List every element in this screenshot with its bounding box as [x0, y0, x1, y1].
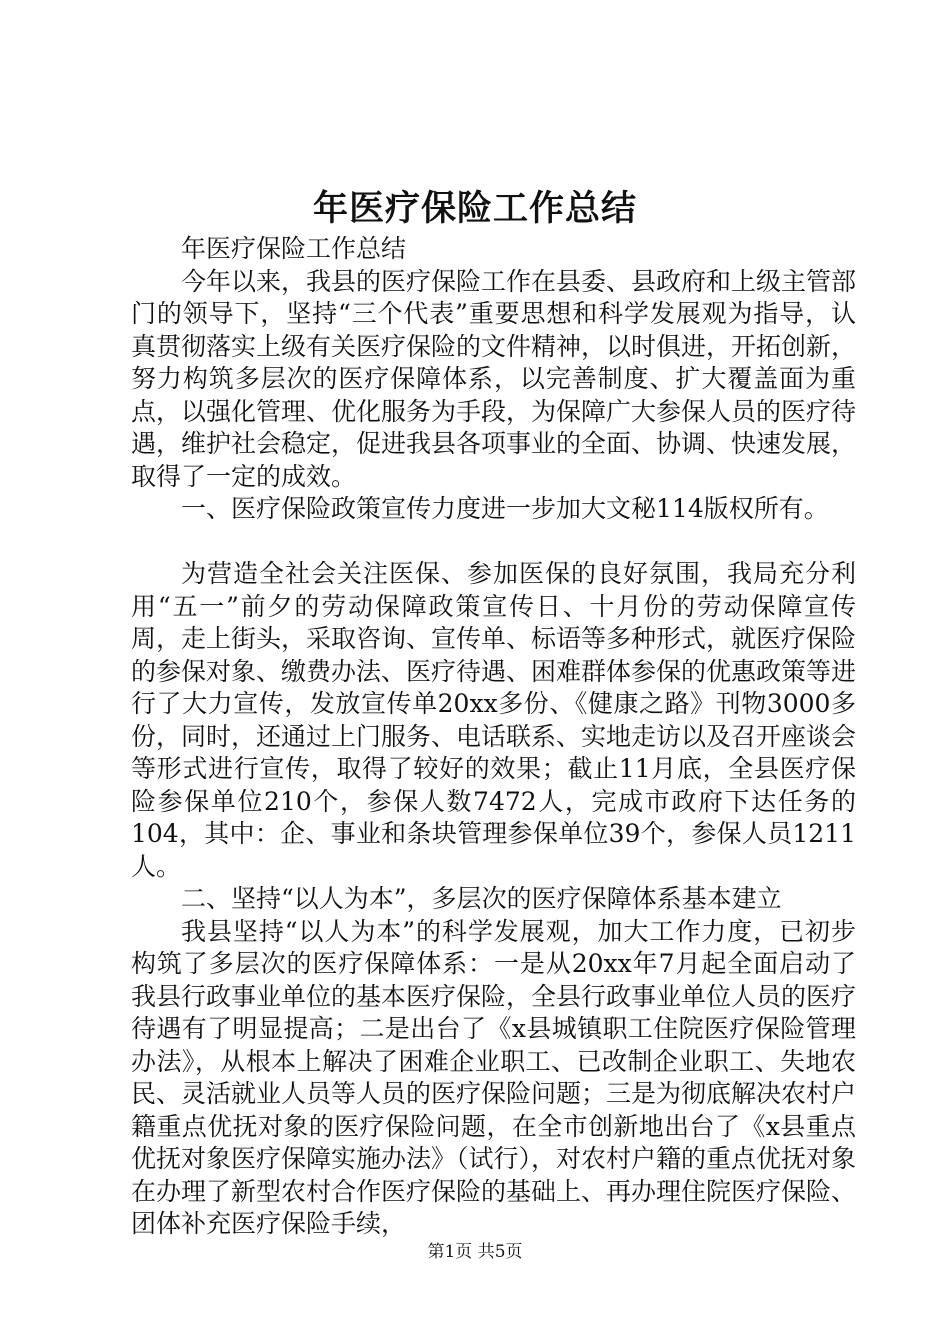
document-body: [131, 233, 856, 1241]
page-footer: 第1页 共5页: [427, 1242, 523, 1262]
paragraph-security-system: 我县坚持“以人为本”的科学发展观，加大工作力度，已初步构筑了多层次的医疗保障体系：一是从20xx年7月起全面启动了我县行政事业单位的基本医疗保险，全县行政事业单位人员的医疗待遇有了明显提高；二是出台了《x县城镇职工住院医疗保险管理办法》，从根本上解决了困难企业职工、已改制企业职工、失地农民、灵活就业人员等人员的医疗保险问题；三是为彻底解决农村户籍重点优抚对象的医疗保险问题，在全市创新地出台了《x县重点优抚对象医疗保障实施办法》（试行），对农村户籍的重点优抚对象在办理了新型农村合作医疗保险的基础上、再办理住院医疗保险、团体补充医疗保险手续，: [131, 916, 857, 1238]
section-heading-2: 二、坚持“以人为本”，多层次的医疗保障体系基本建立: [181, 884, 782, 913]
paragraph-intro: 今年以来，我县的医疗保险工作在县委、县政府和上级主管部门的领导下，坚持“三个代表”重要思想和科学发展观为指导，认真贯彻落实上级有关医疗保险的文件精神，以时俱进，开拓创新，努力构筑多层次的医疗保障体系，以完善制度、扩大覆盖面为重点，以强化管理、优化服务为手段，为保障广大参保人员的医疗待遇，维护社会稳定，促进我县各项事业的全面、协调、快速发展，取得了一定的成效。: [131, 266, 857, 491]
document-title: 年医疗保险工作总结: [312, 188, 637, 229]
paragraph-publicity: 为营造全社会关注医保、参加医保的良好氛围，我局充分利用“五一”前夕的劳动保障政策宣传日、十月份的劳动保障宣传周，走上街头，采取咨询、宣传单、标语等多种形式，就医疗保险的参保对象、缴费办法、医疗待遇、困难群体参保的优惠政策等进行了大力宣传，发放宣传单20xx多份、《健康之路》刊物3000多份，同时，还通过上门服务、电话联系、实地走访以及召开座谈会等形式进行宣传，取得了较好的效果；截止11月底，全县医疗保险参保单位210个，参保人数7472人，完成市政府下达任务的104，其中：企、事业和条块管理参保单位39个，参保人员1211人。: [131, 559, 857, 881]
paragraph-subtitle: 年医疗保险工作总结: [181, 234, 407, 263]
section-heading-1: 一、医疗保险政策宣传力度进一步加大文秘114版权所有。: [181, 494, 829, 523]
